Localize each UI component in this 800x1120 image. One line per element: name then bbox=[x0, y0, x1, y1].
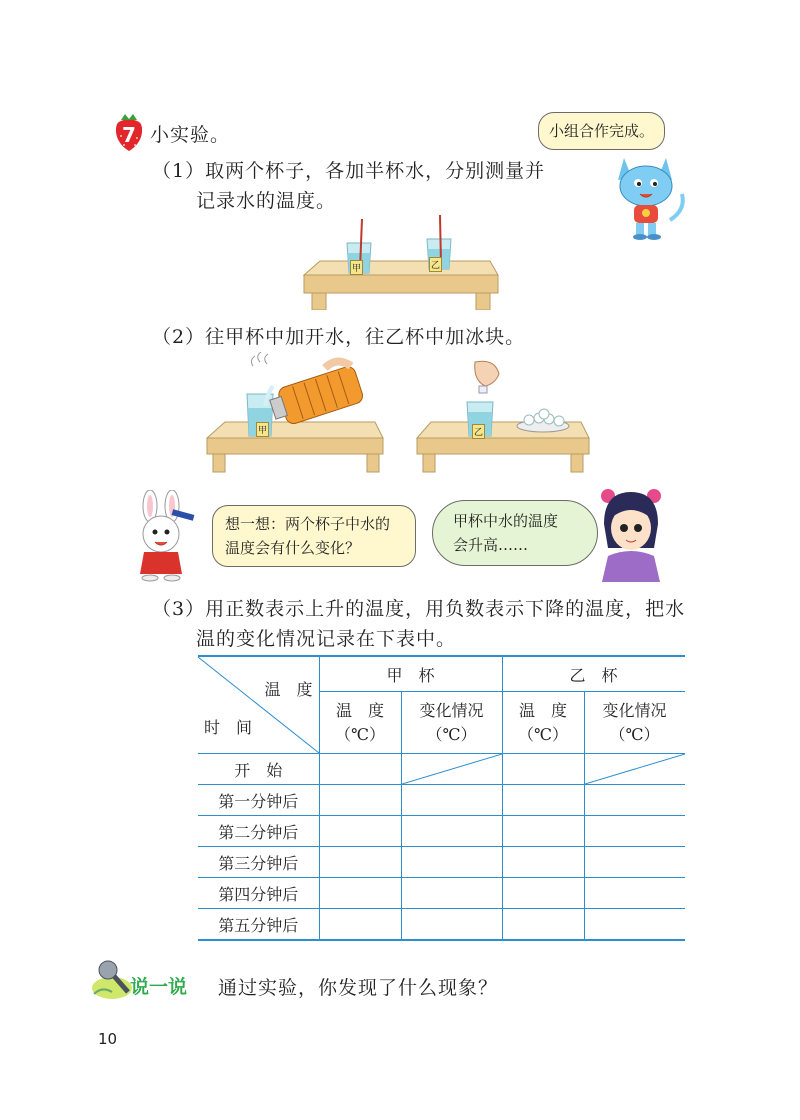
cell-temp-b[interactable] bbox=[502, 785, 584, 816]
table-row bbox=[198, 847, 685, 878]
cell-change-b[interactable] bbox=[584, 847, 685, 878]
cup-label-b: 乙 bbox=[429, 257, 442, 272]
cup-label-b-2: 乙 bbox=[472, 424, 485, 439]
page-number: 10 bbox=[98, 1030, 118, 1048]
cell-change-b-diagonal bbox=[584, 754, 685, 785]
sub-header-change-a bbox=[401, 692, 502, 754]
cell-temp-b[interactable] bbox=[502, 909, 584, 941]
sub-header-change-b-unit: （℃） bbox=[609, 724, 660, 744]
sub-header-change-a-label: 变化情况 bbox=[419, 700, 484, 720]
sub-header-change-b-label: 变化情况 bbox=[602, 700, 667, 720]
rabbit-speech-line2: 温度会有什么变化？ bbox=[225, 539, 361, 557]
diagonal-slash bbox=[402, 754, 502, 784]
step3-line2: 温的变化情况记录在下表中。 bbox=[196, 628, 457, 650]
rabbit-speech-line1: 想一想：两个杯子中水的 bbox=[225, 515, 391, 533]
girl-character-illustration bbox=[596, 488, 666, 582]
microphone-icon bbox=[88, 958, 134, 1000]
cell-temp-b[interactable] bbox=[502, 847, 584, 878]
step3-line1: （3）用正数表示上升的温度，用负数表示下降的温度，把水 bbox=[152, 598, 686, 620]
girl-speech-line1: 甲杯中水的温度 bbox=[453, 512, 559, 530]
adding-ice-illustration bbox=[415, 360, 600, 474]
talk-label: 说一说 bbox=[130, 976, 188, 998]
table-row bbox=[198, 785, 685, 816]
cell-change-a[interactable] bbox=[401, 878, 502, 909]
table-row bbox=[198, 816, 685, 847]
table-corner-diagonal bbox=[198, 657, 319, 753]
cell-change-b[interactable] bbox=[584, 816, 685, 847]
group-header-a: 甲 杯 bbox=[319, 656, 502, 692]
cell-temp-a[interactable] bbox=[319, 878, 401, 909]
cat-mascot-illustration bbox=[610, 150, 690, 242]
row-label: 第二分钟后 bbox=[198, 816, 319, 847]
girl-speech-bubble bbox=[432, 500, 598, 566]
diagonal-slash bbox=[585, 754, 685, 784]
temperature-record-table bbox=[198, 655, 685, 941]
pouring-hot-water-illustration bbox=[205, 352, 390, 474]
cup-label-a-2: 甲 bbox=[256, 422, 269, 437]
cell-temp-a[interactable] bbox=[319, 785, 401, 816]
row-label: 第三分钟后 bbox=[198, 847, 319, 878]
girl-speech-line2: 会升高…… bbox=[453, 536, 529, 554]
cell-change-a-diagonal bbox=[401, 754, 502, 785]
cat-speech-bubble bbox=[538, 112, 665, 150]
cell-temp-a[interactable] bbox=[319, 754, 401, 785]
cell-change-a[interactable] bbox=[401, 816, 502, 847]
table-row bbox=[198, 754, 685, 785]
problem-number-badge bbox=[113, 114, 145, 152]
row-label: 第一分钟后 bbox=[198, 785, 319, 816]
group-header-b: 乙 杯 bbox=[502, 656, 685, 692]
cell-temp-b[interactable] bbox=[502, 816, 584, 847]
sub-header-temp-b-unit: （℃） bbox=[518, 724, 568, 744]
cup-label-a: 甲 bbox=[350, 260, 363, 275]
problem-number: 7 bbox=[122, 123, 136, 147]
cell-temp-a[interactable] bbox=[319, 816, 401, 847]
step1-line1: （1）取两个杯子，各加半杯水，分别测量并 bbox=[152, 160, 546, 182]
table-row bbox=[198, 909, 685, 941]
rabbit-mascot-illustration bbox=[128, 490, 206, 582]
corner-header-temperature: 温 度 bbox=[264, 680, 313, 699]
row-label: 开 始 bbox=[198, 754, 319, 785]
cell-change-b[interactable] bbox=[584, 785, 685, 816]
cell-temp-a[interactable] bbox=[319, 909, 401, 941]
corner-header-time: 时 间 bbox=[204, 718, 253, 737]
cell-change-a[interactable] bbox=[401, 847, 502, 878]
cell-change-a[interactable] bbox=[401, 785, 502, 816]
problem-title: 小实验。 bbox=[150, 124, 231, 146]
cell-temp-b[interactable] bbox=[502, 878, 584, 909]
rabbit-speech-bubble bbox=[212, 505, 416, 567]
table-row bbox=[198, 878, 685, 909]
sub-header-temp-a-label: 温 度 bbox=[335, 700, 384, 720]
cell-change-b[interactable] bbox=[584, 909, 685, 941]
sub-header-change-a-unit: （℃） bbox=[426, 724, 477, 744]
sub-header-temp-a-unit: （℃） bbox=[335, 724, 385, 744]
cell-temp-a[interactable] bbox=[319, 847, 401, 878]
row-label: 第四分钟后 bbox=[198, 878, 319, 909]
sub-header-temp-a bbox=[319, 692, 401, 754]
sub-header-change-b bbox=[584, 692, 685, 754]
table-corner-header bbox=[198, 656, 319, 754]
row-label: 第五分钟后 bbox=[198, 909, 319, 941]
cell-change-b[interactable] bbox=[584, 878, 685, 909]
sub-header-temp-b bbox=[502, 692, 584, 754]
cell-temp-b[interactable] bbox=[502, 754, 584, 785]
step1-line2: 记录水的温度。 bbox=[196, 190, 337, 212]
step2-text: （2）往甲杯中加开水，往乙杯中加冰块。 bbox=[152, 326, 526, 348]
two-cups-on-table-illustration bbox=[300, 215, 500, 310]
cat-speech-text: 小组合作完成。 bbox=[549, 122, 655, 140]
talk-question: 通过实验，你发现了什么现象？ bbox=[218, 977, 499, 999]
sub-header-temp-b-label: 温 度 bbox=[518, 700, 567, 720]
cell-change-a[interactable] bbox=[401, 909, 502, 941]
